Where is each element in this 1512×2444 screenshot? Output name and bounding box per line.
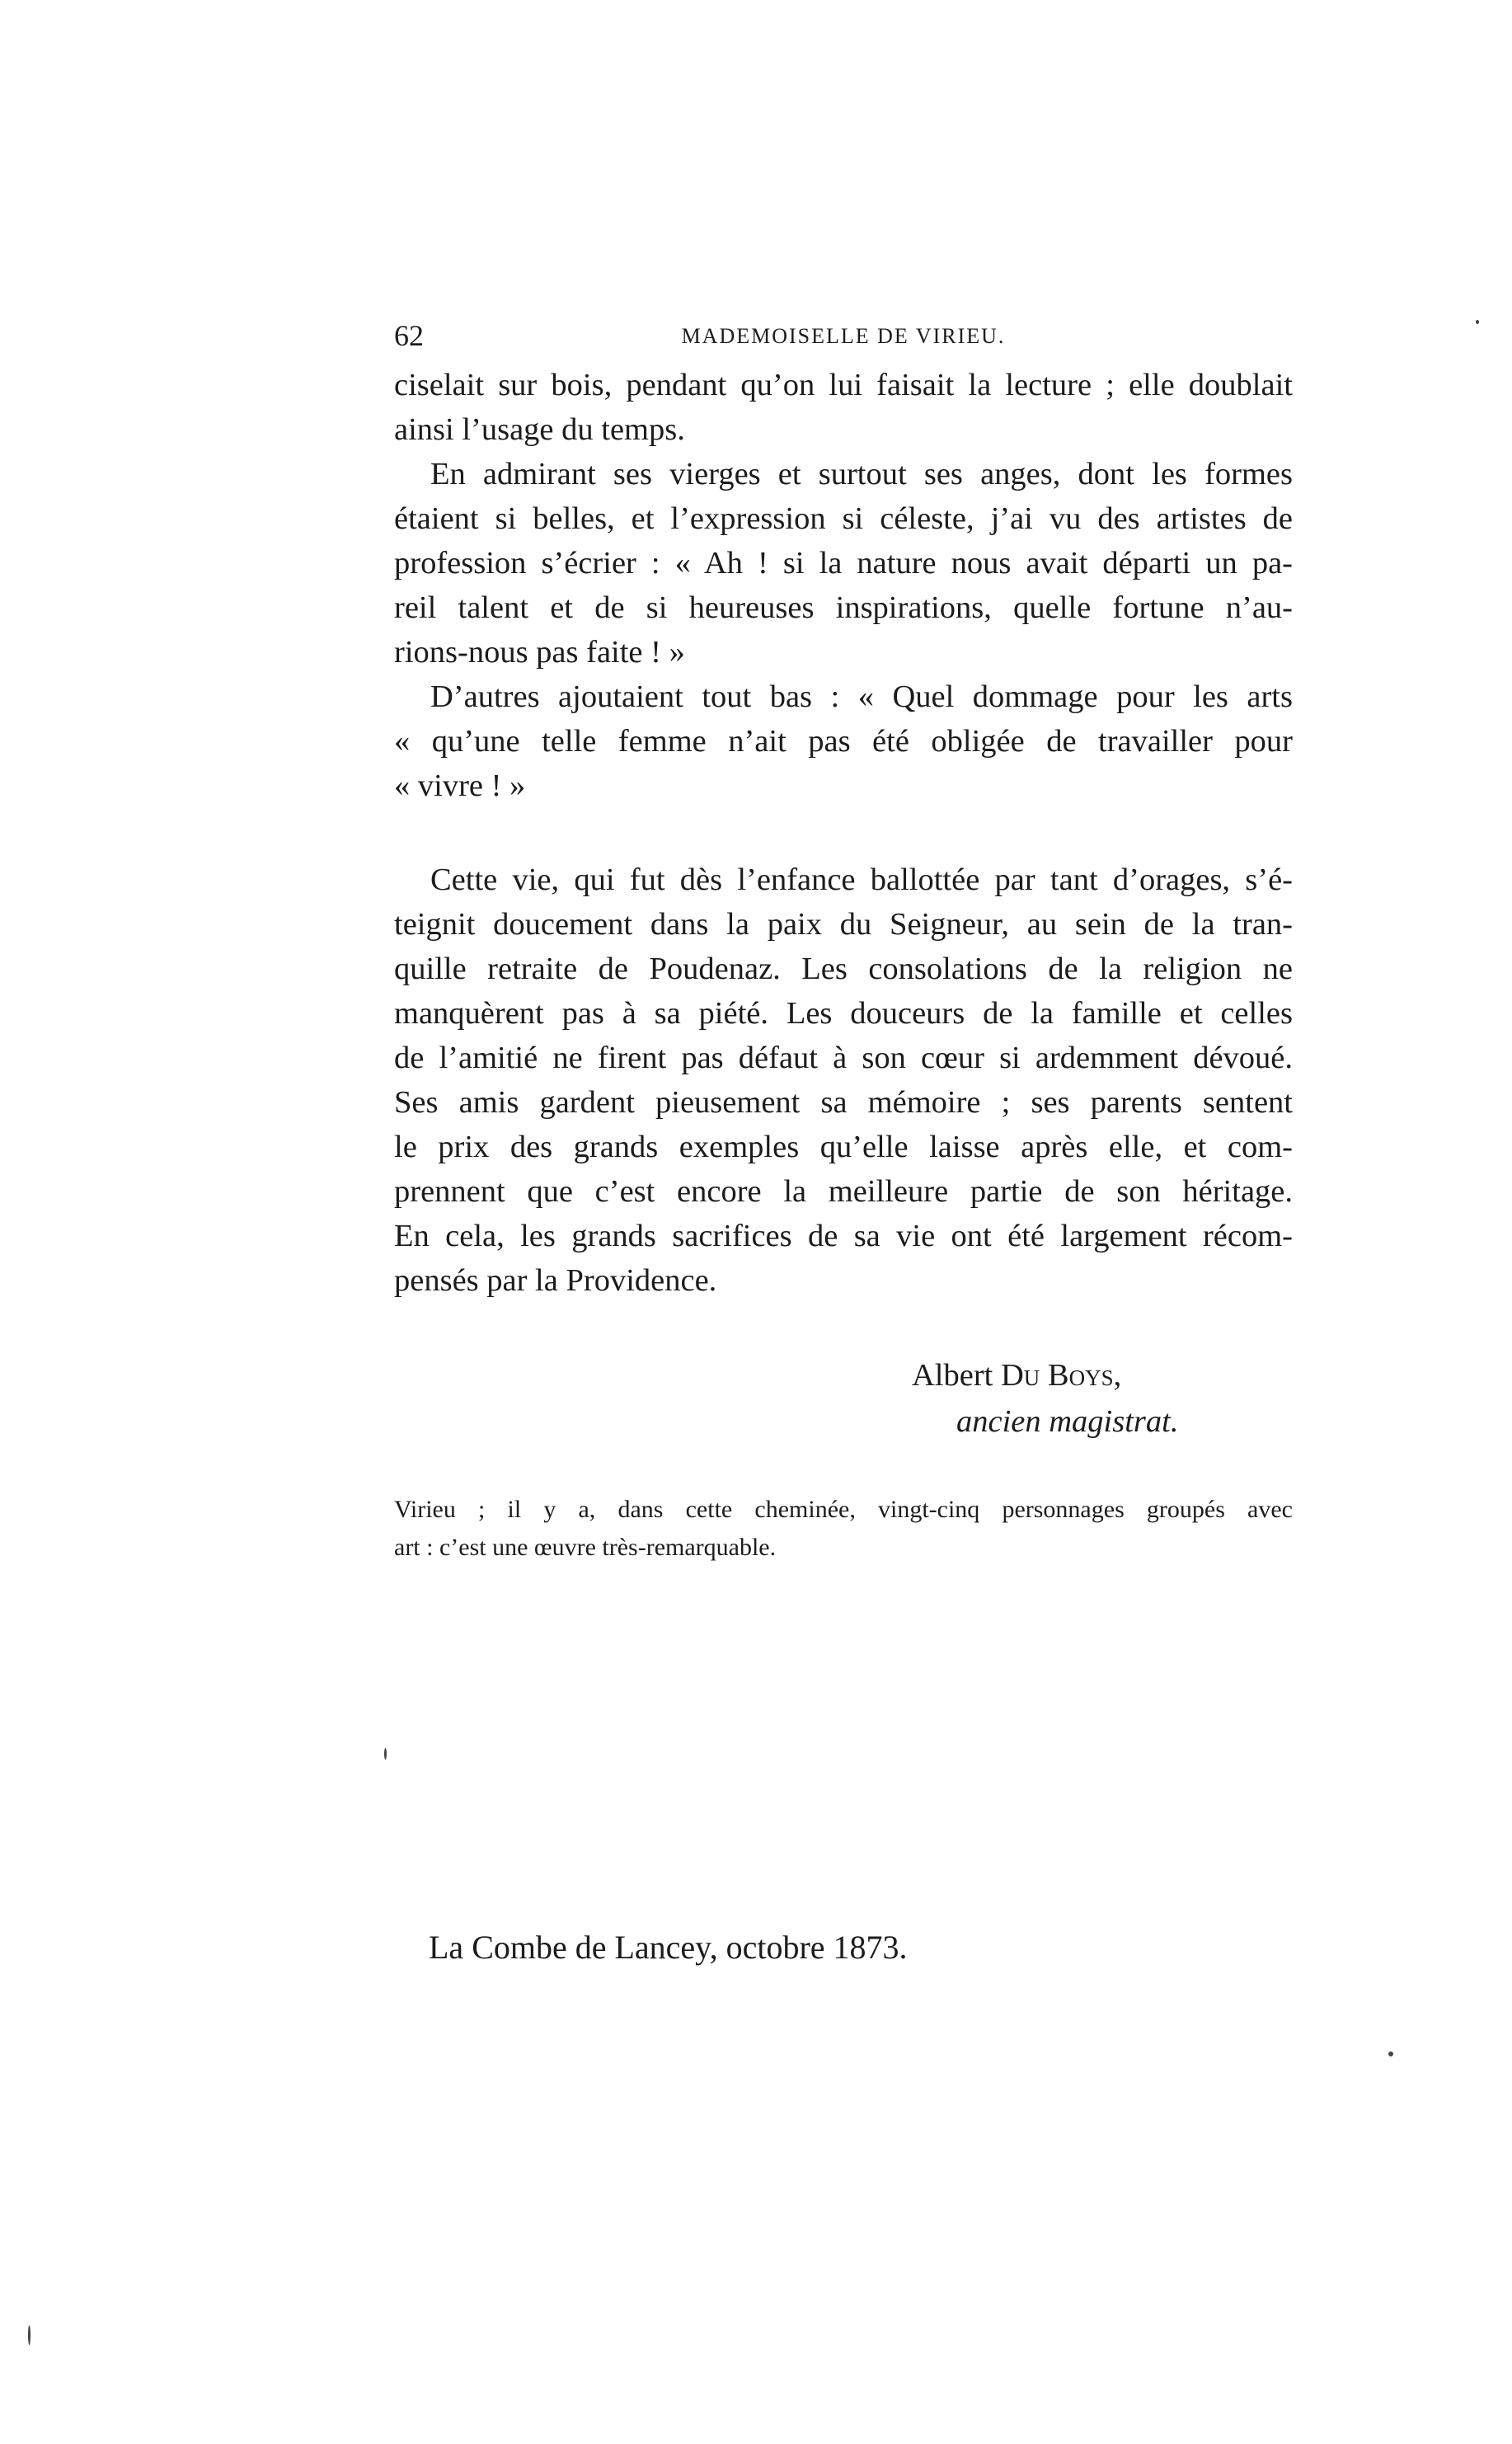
text-line: En admirant ses vierges et surtout ses anges, dont les formes bbox=[430, 457, 1293, 491]
text-line: prennent que c’est encore la meilleure partie de son héritage. bbox=[394, 1174, 1293, 1209]
paragraph-gap bbox=[394, 808, 1293, 858]
text-line: manquèrent pas à sa piété. Les douceurs de la famille et celles bbox=[394, 996, 1293, 1031]
text-line: reil talent et de si heureuses inspirations, quelle fortune n’au- bbox=[394, 590, 1293, 625]
text-line: ainsi l’usage du temps. bbox=[394, 412, 685, 447]
footnote-line: art : c’est une œuvre très-remarquable. bbox=[394, 1534, 777, 1561]
page-number: 62 bbox=[394, 319, 424, 352]
scan-speck bbox=[1388, 2052, 1393, 2056]
author-first-name: Albert bbox=[912, 1358, 993, 1393]
text-line: rions-nous pas faite ! » bbox=[394, 635, 685, 670]
text-line: ciselait sur bois, pendant qu’on lui faisait la lecture ; elle doublait bbox=[394, 368, 1293, 402]
dateline: La Combe de Lancey, octobre 1873. bbox=[429, 1929, 908, 1966]
footnote-line: Virieu ; il y a, dans cette cheminée, vingt-cinq personnages groupés avec bbox=[394, 1496, 1293, 1523]
text-line: Cette vie, qui fut dès l’enfance ballottée par tant d’orages, s’é- bbox=[430, 862, 1293, 897]
author-last-name: Du Boys, bbox=[1000, 1358, 1122, 1393]
body-text bbox=[394, 363, 1293, 1303]
text-line: de l’amitié ne firent pas défaut à son cœur si ardemment dévoué. bbox=[394, 1041, 1293, 1075]
scan-speck bbox=[28, 2325, 31, 2345]
text-line: D’autres ajoutaient tout bas : « Quel dommage pour les arts bbox=[430, 679, 1293, 714]
scan-speck bbox=[384, 1748, 387, 1760]
text-line: Ses amis gardent pieusement sa mémoire ; ses parents sentent bbox=[394, 1085, 1293, 1120]
author-name bbox=[907, 1352, 1293, 1398]
text-line: « qu’une telle femme n’ait pas été obligée de travailler pour bbox=[394, 724, 1293, 759]
text-line: pensés par la Providence. bbox=[394, 1263, 717, 1298]
text-line: le prix des grands exemples qu’elle laisse après elle, et com- bbox=[394, 1130, 1293, 1164]
text-line: teignit doucement dans la paix du Seigneur, au sein de la tran- bbox=[394, 907, 1293, 942]
text-line: En cela, les grands sacrifices de sa vie ont été largement récom- bbox=[394, 1219, 1293, 1253]
text-line: « vivre ! » bbox=[394, 768, 526, 803]
scan-speck bbox=[1476, 320, 1479, 324]
footnote bbox=[394, 1491, 1293, 1567]
text-line: profession s’écrier : « Ah ! si la nature nous avait départi un pa- bbox=[394, 546, 1293, 580]
running-head bbox=[394, 315, 1293, 356]
author-title: ancien magistrat. bbox=[956, 1404, 1179, 1439]
text-line: quille retraite de Poudenaz. Les consolations de la religion ne bbox=[394, 952, 1293, 986]
signature bbox=[907, 1352, 1293, 1445]
running-title: MADEMOISELLE DE VIRIEU. bbox=[681, 324, 1006, 348]
text-line: étaient si belles, et l’expression si céleste, j’ai vu des artistes de bbox=[394, 501, 1293, 536]
